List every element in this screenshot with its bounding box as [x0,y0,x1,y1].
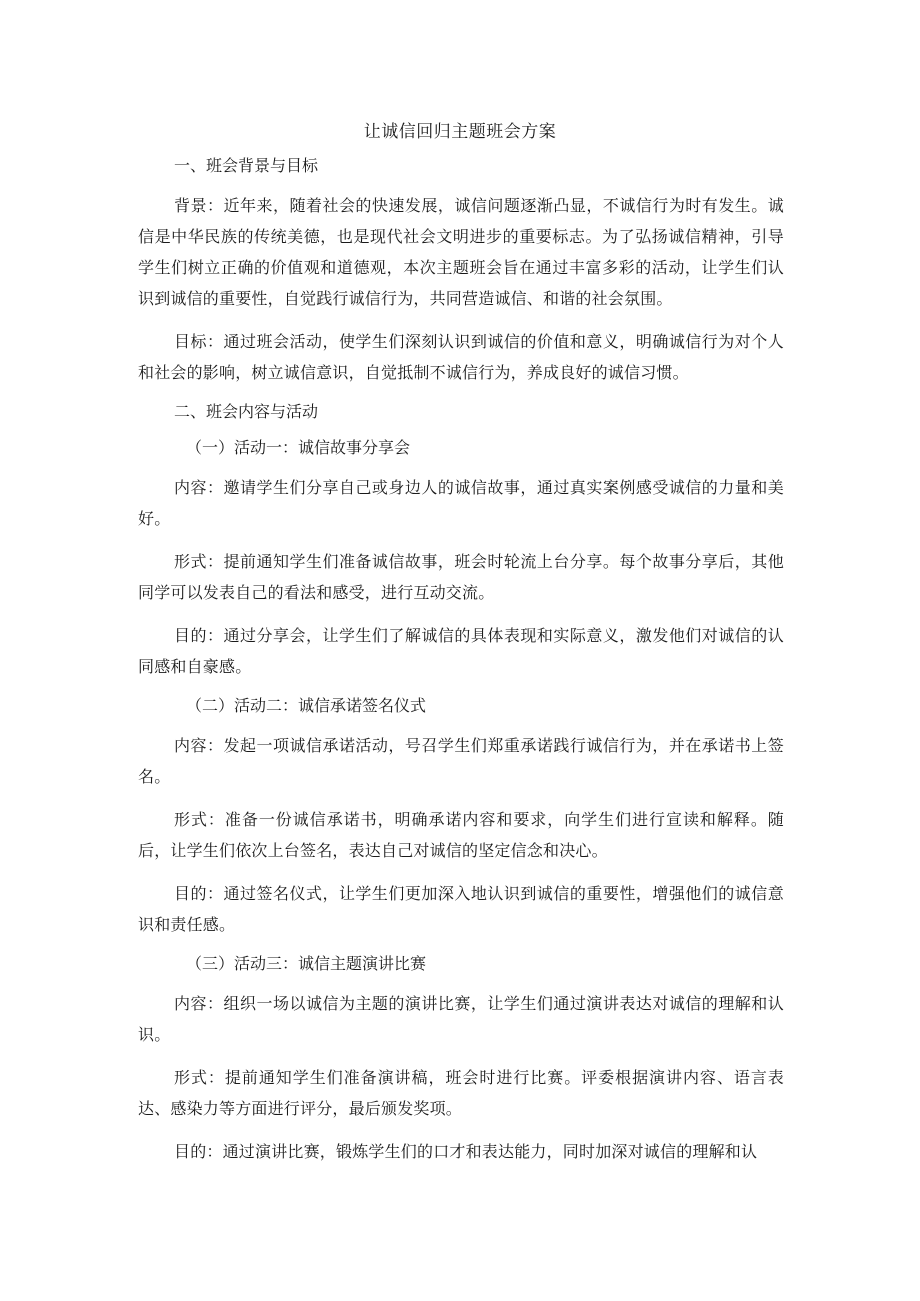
activity-form [138,546,784,608]
background-paragraph [138,190,784,314]
paragraph-text: 通过分享会，让学生们了解诚信的具体表现和实际意义，激发他们对诚信的认同感和自豪感。 [138,626,784,676]
activity-form [138,1062,784,1124]
activity-heading: （三）活动三：诚信主题演讲比赛 [186,954,427,973]
document-body [138,154,784,1179]
activity-form [138,804,784,866]
section-heading: 一、班会背景与目标 [174,156,319,175]
activity-heading: （一）活动一：诚信故事分享会 [186,438,411,457]
paragraph-label: 形式： [174,810,225,829]
paragraph-label: 内容： [174,478,224,497]
paragraph-label: 形式： [174,552,224,571]
section-heading: 二、班会内容与活动 [174,402,319,421]
paragraph-label: 目的： [174,1142,223,1161]
paragraph-text: 准备一份诚信承诺书，明确承诺内容和要求，向学生们进行宣读和解释。随后，让学生们依次上台签名，表达自己对诚信的坚定信念和决心。 [138,810,784,860]
activity-purpose [138,878,784,940]
paragraph-label: 目标： [174,332,224,351]
paragraph-label: 内容： [174,736,224,755]
paragraph-text: 发起一项诚信承诺活动，号召学生们郑重承诺践行诚信行为，并在承诺书上签名。 [138,736,784,786]
goal-paragraph [138,326,784,388]
activity-purpose [138,1136,784,1167]
activity-heading: （二）活动二：诚信承诺签名仪式 [186,696,427,715]
activity-content [138,472,784,534]
paragraph-text: 提前通知学生们准备诚信故事，班会时轮流上台分享。每个故事分享后，其他同学可以发表自己的看法和感受，进行互动交流。 [138,552,784,602]
activity-content [138,730,784,792]
paragraph-text: 通过签名仪式，让学生们更加深入地认识到诚信的重要性，增强他们的诚信意识和责任感。 [138,884,784,934]
paragraph-label: 目的： [174,884,224,903]
paragraph-label: 形式： [174,1068,225,1087]
paragraph-text: 近年来，随着社会的快速发展，诚信问题逐渐凸显，不诚信行为时有发生。诚信是中华民族的传统美德，也是现代社会文明进步的重要标志。为了弘扬诚信精神，引导学生们树立正确的价值观和道德观，本次主题班会旨在通过丰富多彩的活动，让学生们认识到诚信的重要性，自觉践行诚信行为，共同营造诚信、和谐的社会氛围。 [138,196,784,308]
paragraph-label: 内容： [174,994,224,1013]
activity-content [138,988,784,1050]
paragraph-text: 提前通知学生们准备演讲稿，班会时进行比赛。评委根据演讲内容、语言表达、感染力等方面进行评分，最后颁发奖项。 [138,1068,784,1118]
paragraph-text: 组织一场以诚信为主题的演讲比赛，让学生们通过演讲表达对诚信的理解和认识。 [138,994,784,1044]
activity-purpose [138,620,784,682]
document-title: 让诚信回归主题班会方案 [363,122,557,142]
paragraph-text: 邀请学生们分享自己或身边人的诚信故事，通过真实案例感受诚信的力量和美好。 [138,478,784,528]
paragraph-label: 背景： [174,196,224,215]
paragraph-label: 目的： [174,626,224,645]
paragraph-text: 通过演讲比赛，锻炼学生们的口才和表达能力，同时加深对诚信的理解和认 [222,1142,758,1161]
paragraph-text: 通过班会活动，使学生们深刻认识到诚信的价值和意义，明确诚信行为对个人和社会的影响，树立诚信意识，自觉抵制不诚信行为，养成良好的诚信习惯。 [138,332,784,382]
